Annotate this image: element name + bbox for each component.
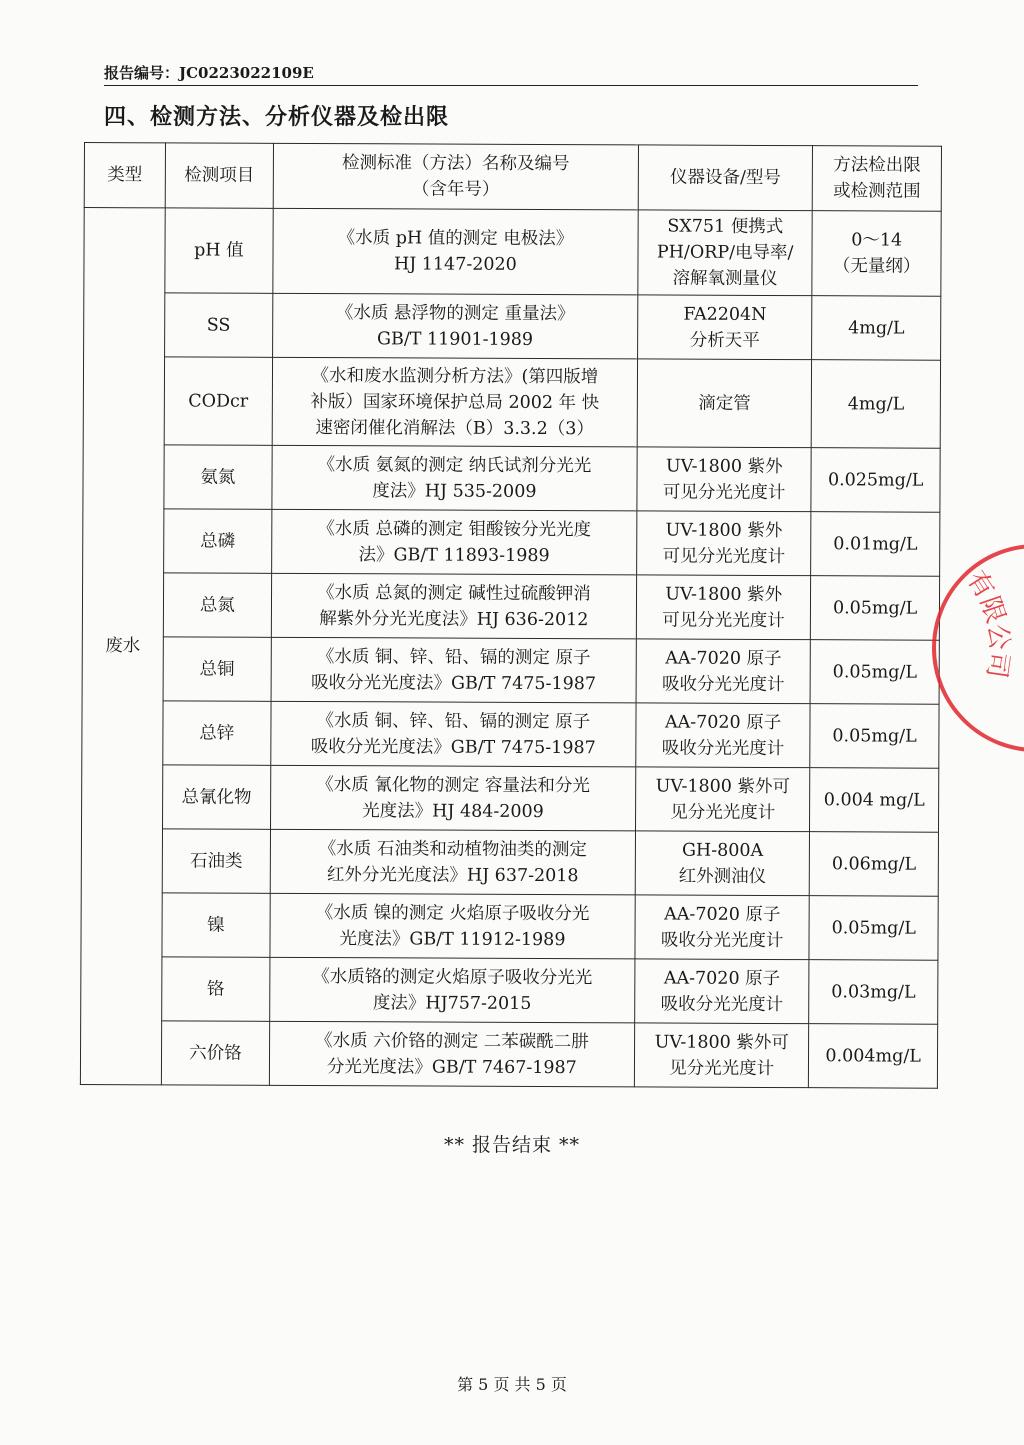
standard-cell-line: 《水质 总磷的测定 钼酸铵分光光度: [317, 518, 592, 540]
item-cell: 总磷: [164, 509, 272, 573]
standard-cell-line: 吸收分光光度法》GB/T 7475-1987: [311, 672, 597, 694]
limit-cell-line: 0～14: [851, 230, 903, 251]
instrument-cell-line: 滴定管: [698, 393, 751, 414]
instrument-cell-line: AA-7020 原子: [665, 648, 782, 669]
methods-table: [80, 142, 942, 1089]
instrument-cell: [637, 447, 812, 512]
limit-cell: [809, 896, 938, 961]
instrument-cell-line: AA-7020 原子: [664, 904, 781, 925]
category-cell: 废水: [80, 208, 165, 1085]
limit-cell-line: （无量纲）: [832, 256, 921, 277]
instrument-cell-line: PH/ORP/电导率/: [656, 242, 794, 264]
standard-cell-line: 解紫外分光光度法》HJ 636-2012: [319, 608, 589, 630]
instrument-cell-line: GH-800A: [681, 840, 764, 861]
instrument-cell-line: FA2204N: [683, 304, 767, 325]
standard-cell-line: 《水质 pH 值的测定 电极法》: [337, 228, 574, 250]
instrument-cell-line: 可见分光光度计: [662, 482, 786, 503]
item-cell: 氨氮: [164, 445, 272, 509]
limit-cell-line: 0.06mg/L: [831, 853, 917, 875]
limit-cell-line: 0.05mg/L: [832, 725, 917, 747]
instrument-cell: [636, 639, 811, 704]
header-type: 类型: [84, 143, 165, 208]
header-item: 检测项目: [165, 143, 273, 208]
limit-cell-line: 0.004mg/L: [825, 1045, 921, 1067]
instrument-cell-line: 溶解氧测量仪: [672, 268, 778, 290]
limit-cell: [809, 1024, 938, 1089]
table-row: [81, 956, 938, 1024]
limit-cell-line: 0.03mg/L: [831, 981, 916, 1003]
instrument-cell-line: 吸收分光光度计: [660, 994, 784, 1015]
item-cell: CODcr: [164, 357, 272, 445]
table-row: [83, 444, 940, 512]
instrument-cell-line: AA-7020 原子: [664, 712, 782, 733]
standard-cell-line: 光度法》HJ 484-2009: [362, 800, 544, 822]
table-row: [83, 357, 940, 449]
table-row: [82, 700, 939, 768]
standard-cell-line: 《水质 六价铬的测定 二苯碳酰二肼: [315, 1030, 589, 1052]
standard-cell: [269, 957, 634, 1023]
table-row: [84, 208, 941, 297]
instrument-cell-line: 吸收分光光度计: [661, 738, 785, 759]
instrument-cell-line: UV-1800 紫外: [665, 584, 783, 605]
item-cell: 总氰化物: [162, 765, 270, 829]
instrument-cell-line: SX751 便携式: [667, 216, 784, 238]
standard-cell-line: 《水质 氰化物的测定 容量法和分光: [316, 774, 590, 796]
table-row: [82, 572, 939, 640]
table-row: [82, 636, 939, 704]
table-row: [84, 293, 941, 361]
instrument-cell-line: UV-1800 紫外: [665, 456, 783, 477]
instrument-cell-line: 分析天平: [689, 330, 760, 351]
header-limit: [813, 146, 942, 212]
instrument-cell-line: 见分光光度计: [670, 802, 776, 823]
item-cell: 总铜: [163, 637, 271, 701]
instrument-cell-line: AA-7020 原子: [663, 968, 781, 989]
standard-cell-line: GB/T 11901-1989: [376, 328, 534, 350]
standard-cell: [270, 765, 635, 831]
item-cell: 总锌: [163, 701, 271, 765]
instrument-cell: [636, 575, 811, 640]
limit-cell: [810, 832, 939, 897]
instrument-cell-line: 吸收分光光度计: [662, 674, 785, 695]
standard-cell-line: 光度法》GB/T 11912-1989: [339, 928, 566, 950]
standard-cell-line: 《水质 氨氮的测定 纳氏试剂分光光: [317, 454, 592, 476]
standard-cell: [270, 829, 635, 895]
standard-cell: [269, 1021, 634, 1087]
instrument-cell: [635, 831, 810, 896]
standard-cell-line: 《水质 石油类和动植物油类的测定: [318, 838, 587, 860]
report-end-mark: ** 报告结束 **: [443, 1134, 581, 1156]
item-cell: 镍: [162, 893, 270, 957]
limit-cell-line: 4mg/L: [847, 393, 905, 415]
limit-cell: [810, 768, 939, 833]
page-number: 第 5 页 共 5 页: [457, 1375, 567, 1394]
instrument-cell-line: 见分光光度计: [669, 1058, 775, 1079]
standard-cell-line: 红外分光光度法》HJ 637-2018: [326, 864, 579, 886]
standard-cell-line: 《水和废水监测分析方法》(第四版增: [311, 365, 599, 387]
instrument-cell: [636, 703, 811, 768]
limit-cell-line: 0.05mg/L: [831, 917, 916, 939]
item-cell: 六价铬: [161, 1021, 269, 1085]
standard-cell-line: 《水质铬的测定火焰原子吸收分光光: [312, 966, 593, 988]
header-instrument: 仪器设备/型号: [638, 145, 813, 211]
limit-cell: [811, 448, 940, 513]
instrument-cell-line: UV-1800 紫外: [665, 520, 783, 541]
table-row: [82, 764, 939, 832]
instrument-cell: [638, 295, 813, 360]
item-cell: SS: [164, 293, 272, 357]
standard-cell-line: 速密闭催化消解法（B）3.3.2（3）: [315, 417, 594, 439]
instrument-cell: [634, 1023, 809, 1088]
standard-cell-line: 《水质 总氮的测定 碱性过硫酸钾消: [317, 582, 591, 604]
instrument-cell-line: UV-1800 紫外可: [654, 1031, 789, 1053]
header-limit-line1: 方法检出限: [833, 155, 921, 176]
table-header-row: [84, 143, 941, 212]
limit-cell: [812, 296, 941, 361]
table-row: [80, 1020, 937, 1088]
standard-cell-line: 《水质 铜、锌、铅、镉的测定 原子: [316, 646, 591, 668]
instrument-cell: [635, 959, 810, 1024]
standard-cell-line: 吸收分光光度法》GB/T 7475-1987: [310, 736, 596, 758]
table-row: [81, 828, 938, 896]
limit-cell-line: 0.01mg/L: [833, 533, 918, 555]
item-cell: pH 值: [165, 208, 273, 293]
standard-cell-line: HJ 1147-2020: [393, 254, 517, 275]
instrument-cell: [638, 210, 813, 296]
limit-cell-line: 0.025mg/L: [827, 469, 924, 491]
report-number: 报告编号：JC0223022109E: [104, 62, 918, 86]
instrument-cell-line: 红外测油仪: [678, 866, 767, 887]
limit-cell-line: 4mg/L: [848, 317, 905, 339]
standard-cell-line: 度法》HJ 535-2009: [372, 480, 537, 502]
instrument-cell-line: 吸收分光光度计: [660, 930, 784, 951]
standard-cell: [270, 893, 635, 959]
limit-cell: [812, 211, 941, 297]
limit-cell: [809, 960, 938, 1025]
header-standard-line1: 检测标准（方法）名称及编号: [342, 153, 570, 175]
standard-cell: [272, 445, 637, 511]
header-limit-line2: 或检测范围: [833, 181, 921, 202]
table-row: [83, 508, 940, 576]
limit-cell-line: 0.05mg/L: [832, 661, 918, 683]
instrument-cell-line: UV-1800 紫外可: [655, 776, 791, 797]
item-cell: 总氮: [163, 573, 271, 637]
standard-cell: [272, 357, 638, 447]
header-standard: [273, 143, 638, 210]
standard-cell-line: 《水质 镍的测定 火焰原子吸收分光: [315, 902, 590, 924]
standard-cell: [271, 637, 636, 703]
standard-cell-line: 《水质 铜、锌、铅、镉的测定 原子: [316, 710, 591, 732]
standard-cell: [273, 208, 639, 295]
instrument-cell-line: 可见分光光度计: [662, 610, 785, 631]
standard-cell-line: 分光光度法》GB/T 7467-1987: [326, 1056, 577, 1078]
limit-cell-line: 0.05mg/L: [832, 597, 918, 619]
table-row: [81, 892, 938, 960]
limit-cell: [811, 360, 940, 449]
seal-text: 有限公司: [960, 565, 1015, 681]
standard-cell: [271, 573, 636, 639]
section-title: 四、检测方法、分析仪器及检出限: [104, 105, 450, 130]
standard-cell-line: 补版）国家环境保护总局 2002 年 快: [310, 391, 600, 413]
instrument-cell: [637, 511, 812, 576]
standard-cell: [271, 509, 636, 575]
instrument-cell: [637, 359, 812, 448]
standard-cell: [271, 701, 636, 767]
header-standard-line2: （含年号）: [411, 179, 500, 200]
item-cell: 铬: [162, 957, 270, 1021]
standard-cell: [272, 293, 637, 359]
standard-cell-line: 度法》HJ757-2015: [372, 992, 532, 1014]
instrument-cell-line: 可见分光光度计: [662, 546, 786, 567]
svg-text:有限公司: [960, 566, 1014, 680]
instrument-cell: [635, 895, 810, 960]
limit-cell-line: 0.004 mg/L: [823, 789, 925, 811]
company-seal-stamp: [896, 528, 1024, 758]
item-cell: 石油类: [162, 829, 270, 893]
standard-cell-line: 法》GB/T 11893-1989: [358, 544, 550, 566]
instrument-cell: [636, 767, 811, 832]
standard-cell-line: 《水质 悬浮物的测定 重量法》: [335, 302, 575, 324]
